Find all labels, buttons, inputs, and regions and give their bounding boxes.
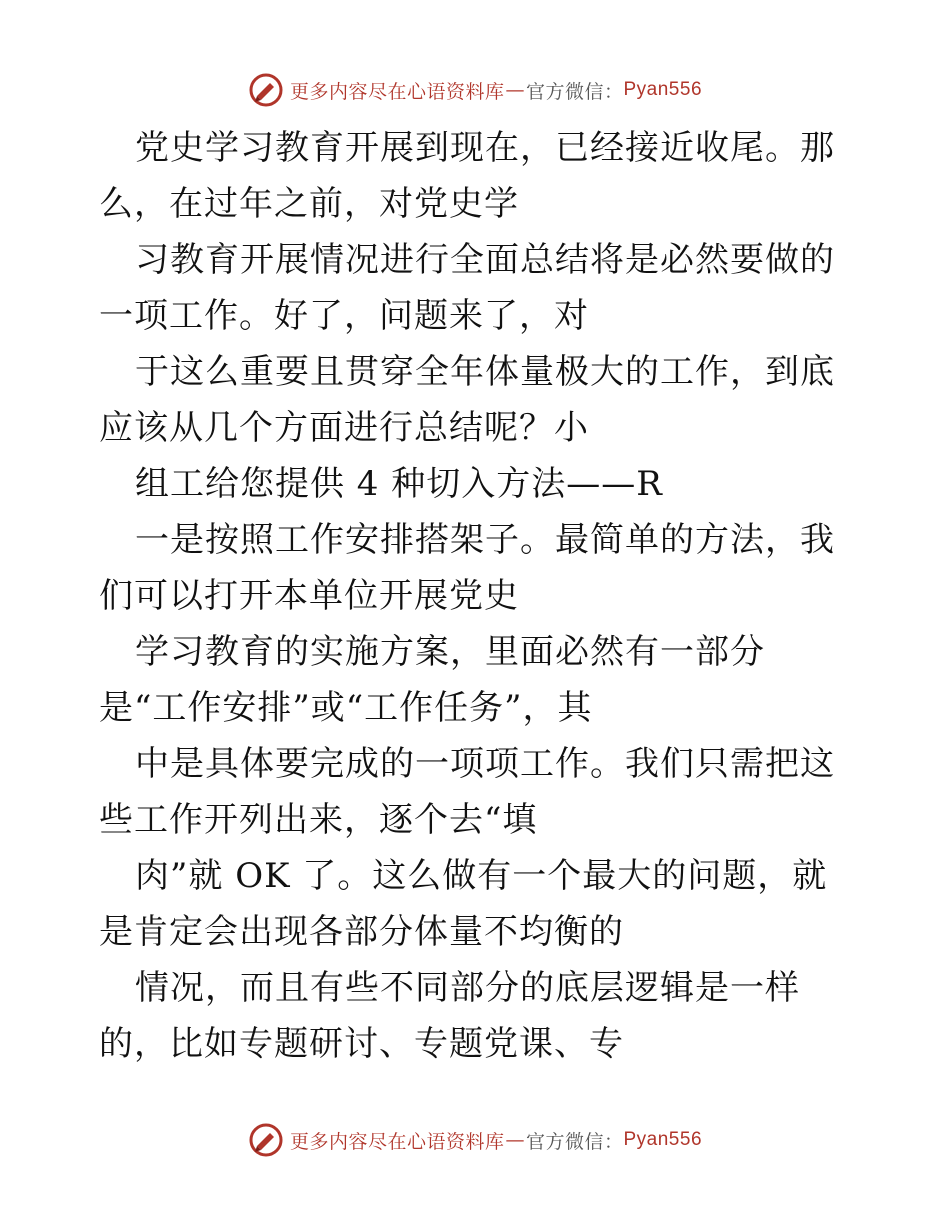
paragraph: 习教育开展情况进行全面总结将是必然要做的一项工作。好了，问题来了，对	[99, 240, 835, 336]
paragraph: 学习教育的实施方案，里面必然有一部分是“工作安排”或“工作任务”，其	[99, 632, 765, 728]
paragraph: 肉”就 OK 了。这么做有一个最大的问题，就是肯定会出现各部分体量不均衡的	[99, 856, 828, 952]
footer-banner	[0, 1120, 950, 1160]
banner-text: 更多内容尽在心语资料库	[289, 80, 505, 103]
paragraph: 党史学习教育开展到现在，已经接近收尾。那么，在过年之前，对党史学	[99, 128, 835, 224]
paragraph: 情况，而且有些不同部分的底层逻辑是一样的，比如专题研讨、专题党课、专	[99, 968, 800, 1064]
paragraph: 中是具体要完成的一项项工作。我们只需把这些工作开列出来，逐个去“填	[99, 744, 835, 840]
paragraph: 于这么重要且贯穿全年体量极大的工作，到底应该从几个方面进行总结呢？小	[99, 352, 835, 448]
wechat-id: Pyan556	[623, 79, 703, 100]
paragraph: 组工给您提供 4 种切入方法——R	[135, 464, 663, 504]
banner-separator: —	[505, 1129, 525, 1151]
wechat-id: Pyan556	[623, 1129, 703, 1150]
document-body	[0, 120, 950, 1072]
banner-label: 官方微信：	[525, 80, 624, 103]
header-banner	[0, 70, 950, 110]
banner-text: 更多内容尽在心语资料库	[289, 1130, 505, 1153]
banner-label: 官方微信：	[525, 1130, 624, 1153]
paragraph: 一是按照工作安排搭架子。最简单的方法，我们可以打开本单位开展党史	[99, 520, 835, 616]
pen-logo-icon	[248, 72, 284, 108]
banner-separator: —	[505, 79, 525, 101]
pen-logo-icon	[248, 1122, 284, 1158]
